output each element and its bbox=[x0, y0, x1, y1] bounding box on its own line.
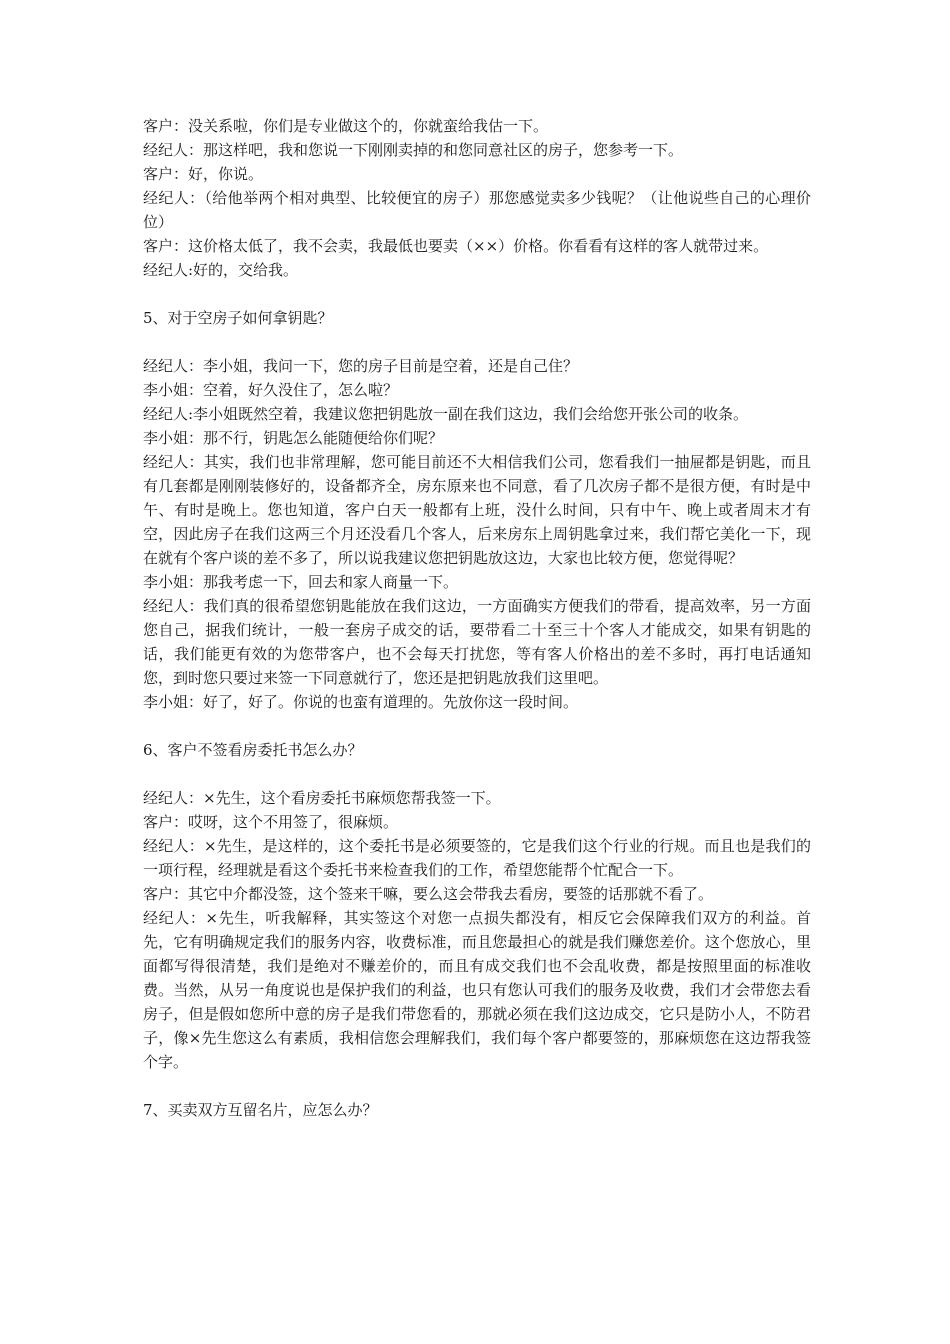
document-page bbox=[143, 114, 811, 1122]
dialogue-paragraph: 经纪人：其实，我们也非常理解，您可能目前还不大相信我们公司，您看我们一抽屉都是钥匙，而且有几套都是刚刚装修好的，设备都齐全，房东原来也不同意，看了几次房子都不是很方便，有时是中午、有时是晚上。您也知道，客户白天一般都有上班，没什么时间，只有中午、晚上或者周末才有空，因此房子在我们这两三个月还没看几个客人，后来房东上周钥匙拿过来，我们帮它美化一下，现在就有个客户谈的差不多了，所以说我建议您把钥匙放这边，大家也比较方便，您觉得呢？ bbox=[143, 453, 811, 567]
dialogue-paragraph: 经纪人：×先生，是这样的，这个委托书是必须要签的，它是我们这个行业的行规。而且也是我们的一项行程，经理就是看这个委托书来检查我们的工作，希望您能帮个忙配合一下。 bbox=[143, 837, 811, 879]
dialogue-paragraph: 经纪人：李小姐，我问一下，您的房子目前是空着，还是自己住？ bbox=[143, 357, 579, 375]
paragraph-spacer bbox=[143, 762, 811, 786]
dialogue-paragraph: 李小姐：那我考虑一下，回去和家人商量一下。 bbox=[143, 573, 459, 591]
paragraph-spacer bbox=[143, 330, 811, 354]
dialogue-paragraph: 经纪人：我们真的很希望您钥匙能放在我们这边，一方面确实方便我们的带看，提高效率，另一方面您自己，据我们统计，一般一套房子成交的话，要带看二十至三十个客人才能成交，如果有钥匙的话，我们能更有效的为您带客户，也不会每天打扰您，等有客人价格出的差不多时，再打电话通知您，到时您只要过来签一下同意就行了，您还是把钥匙放我们这里吧。 bbox=[143, 597, 811, 687]
section-heading: 7、买卖双方互留名片，应怎么办？ bbox=[143, 1101, 378, 1119]
dialogue-paragraph: 李小姐：好了，好了。你说的也蛮有道理的。先放你这一段时间。 bbox=[143, 693, 579, 711]
dialogue-paragraph: 李小姐：空着，好久没住了，怎么啦？ bbox=[143, 381, 399, 399]
dialogue-paragraph: 经纪人：×先生，听我解释，其实签这个对您一点损失都没有，相反它会保障我们双方的利益。首先，它有明确规定我们的服务内容，收费标准，而且您最担心的就是我们赚您差价。这个您放心，里面都写得很清楚，我们是绝对不赚差价的，而且有成交我们也不会乱收费，都是按照里面的标准收费。当然，从另一角度说也是保护我们的利益，也只有您认可我们的服务及收费，我们才会带您去看房子，但是假如您所中意的房子是我们带您看的，那就必须在我们这边成交，它只是防小人，不防君子，像×先生您这么有素质，我相信您会理解我们，我们每个客户都要签的，那麻烦您在这边帮我签个字。 bbox=[143, 909, 811, 1071]
dialogue-paragraph: 经纪人：（给他举两个相对典型、比较便宜的房子）那您感觉卖多少钱呢？（让他说些自己的心理价位） bbox=[143, 189, 811, 231]
dialogue-paragraph: 经纪人:好的，交给我。 bbox=[143, 261, 299, 279]
dialogue-paragraph: 经纪人：那这样吧，我和您说一下刚刚卖掉的和您同意社区的房子，您参考一下。 bbox=[143, 141, 684, 159]
dialogue-paragraph: 客户：好，你说。 bbox=[143, 165, 264, 183]
dialogue-paragraph: 客户：其它中介都没签，这个签来干嘛，要么这会带我去看房，要签的话那就不看了。 bbox=[143, 885, 714, 903]
dialogue-paragraph: 客户：没关系啦，你们是专业做这个的，你就蛮给我估一下。 bbox=[143, 117, 549, 135]
paragraph-spacer bbox=[143, 714, 811, 738]
paragraph-spacer bbox=[143, 282, 811, 306]
dialogue-paragraph: 李小姐：那不行，钥匙怎么能随便给你们呢？ bbox=[143, 429, 444, 447]
dialogue-paragraph: 经纪人：×先生，这个看房委托书麻烦您帮我签一下。 bbox=[143, 789, 501, 807]
section-heading: 6、客户不签看房委托书怎么办？ bbox=[143, 741, 363, 759]
paragraph-spacer bbox=[143, 1074, 811, 1098]
section-heading: 5、对于空房子如何拿钥匙？ bbox=[143, 309, 333, 327]
dialogue-paragraph: 客户：哎呀，这个不用签了，很麻烦。 bbox=[143, 813, 399, 831]
dialogue-paragraph: 客户：这价格太低了，我不会卖，我最低也要卖（××）价格。你看看有这样的客人就带过来。 bbox=[143, 237, 769, 255]
dialogue-paragraph: 经纪人:李小姐既然空着，我建议您把钥匙放一副在我们这边，我们会给您开张公司的收条。 bbox=[143, 405, 749, 423]
